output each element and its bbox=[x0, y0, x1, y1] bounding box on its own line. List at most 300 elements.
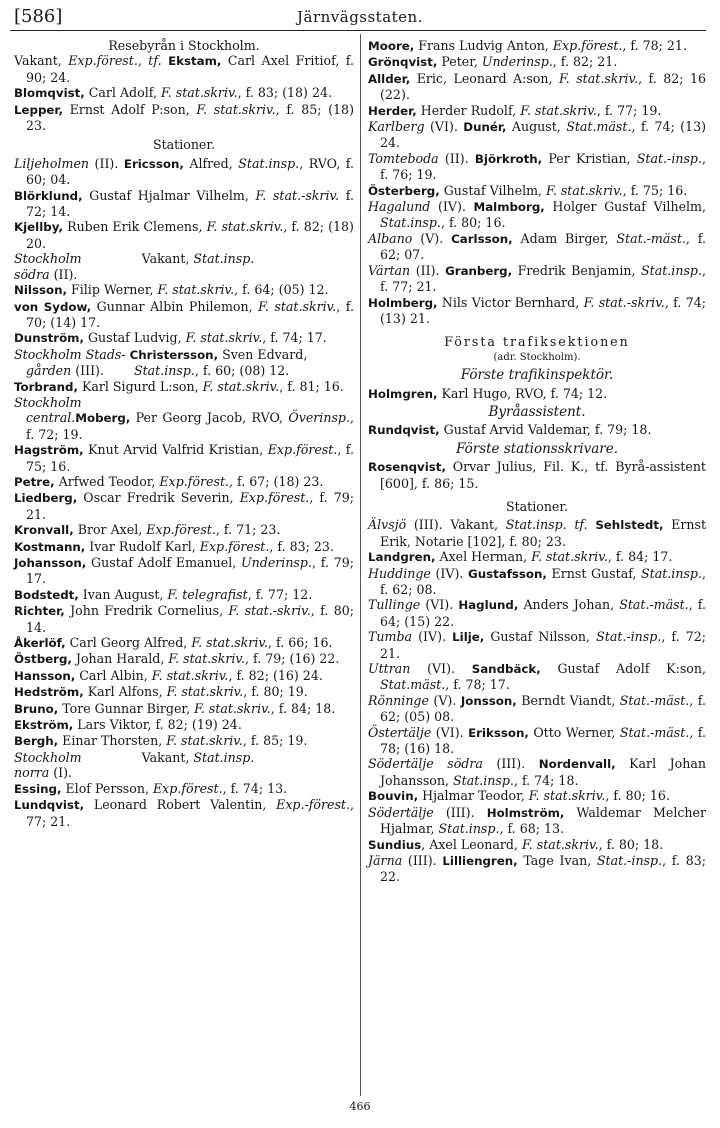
role-title: F. stat.skriv. bbox=[191, 635, 268, 651]
person-details: Axel Herman, bbox=[435, 549, 532, 565]
role-title: F. stat.skriv. bbox=[166, 684, 244, 700]
person-details: John Fredrik Cornelius, bbox=[64, 603, 229, 619]
person-name: Lilje, bbox=[452, 630, 485, 645]
station-class: (IV). bbox=[430, 199, 466, 215]
station-entry bbox=[368, 517, 706, 549]
station-entry bbox=[14, 347, 354, 379]
person-details: Carl Axel Fritiof, f. 90; 24. bbox=[26, 53, 355, 85]
person-name: Allder, bbox=[368, 71, 411, 86]
person-entry bbox=[14, 733, 354, 749]
role-title: Stat.insp. tf. bbox=[505, 517, 596, 533]
station-name-cont: central. bbox=[26, 410, 76, 426]
person-name: Österberg, bbox=[368, 183, 440, 198]
person-dates: , f. 71; 23. bbox=[215, 522, 281, 538]
station-entry bbox=[368, 119, 706, 151]
person-name: Moberg, bbox=[75, 411, 131, 426]
role-title: Stat.insp. bbox=[380, 215, 441, 231]
person-details: Carl Albin, bbox=[75, 667, 152, 683]
staff-list bbox=[14, 379, 354, 395]
role-title: Exp.förest. bbox=[239, 490, 310, 506]
person-details: Ivan August, bbox=[78, 586, 168, 602]
staff-list bbox=[14, 282, 354, 347]
person-dates: , f. 80; 16. bbox=[440, 215, 506, 231]
person-dates: , f. 85; (18) 23. bbox=[26, 101, 354, 134]
vacant-label: Vakant, bbox=[141, 749, 194, 765]
role-title: Stat.insp. bbox=[238, 155, 300, 171]
person-name: Hedström, bbox=[14, 685, 84, 700]
station-list bbox=[368, 566, 706, 757]
person-details: Gustaf Arvid Valdemar, f. 79; 18. bbox=[439, 422, 652, 438]
station-name-cont: gården bbox=[26, 363, 72, 379]
person-entry bbox=[368, 71, 706, 103]
person-dates: , f. 67; (18) 23. bbox=[229, 473, 324, 489]
station-class: (IV). bbox=[430, 565, 464, 581]
folio-number: 466 bbox=[349, 1100, 371, 1113]
header-rule bbox=[10, 30, 706, 31]
person-details: Oscar Fredrik Severin, bbox=[77, 490, 240, 506]
person-name: Sundius bbox=[368, 837, 422, 852]
role-title: Exp.förest. bbox=[199, 538, 270, 554]
running-title: Järnvägsstaten. bbox=[296, 8, 423, 26]
station-list bbox=[368, 119, 706, 183]
staff-list bbox=[14, 188, 354, 252]
person-dates: , f. 76; 19. bbox=[380, 150, 706, 183]
station-name: Stockholm bbox=[14, 394, 82, 410]
station-entry bbox=[368, 853, 706, 885]
station-class: (III). bbox=[406, 517, 443, 533]
person-name: Nordenvall, bbox=[538, 757, 616, 772]
person-dates: , f. 66; 16. bbox=[267, 635, 333, 651]
person-details: , Axel Leonard, bbox=[421, 836, 522, 852]
person-dates: , f. 82; 21. bbox=[552, 54, 618, 70]
person-name: Haglund, bbox=[458, 598, 519, 613]
person-name: Malmborg, bbox=[473, 200, 545, 215]
staff-list bbox=[14, 442, 354, 750]
person-name: Holmberg, bbox=[368, 295, 438, 310]
person-details: Hjalmar Teodor, bbox=[418, 788, 529, 804]
person-details: Knut Arvid Valfrid Kristian, bbox=[83, 442, 268, 458]
station-name: Älvsjö bbox=[368, 517, 407, 533]
person-name: Lilliengren, bbox=[442, 853, 518, 868]
person-details: Per Kristian, bbox=[542, 150, 637, 166]
person-name: Christersson, bbox=[129, 347, 219, 362]
role-title: Stat.insp. bbox=[641, 565, 702, 581]
station-name: Albano bbox=[368, 230, 413, 246]
person-dates: , f. 72; 19. bbox=[26, 410, 354, 442]
vacant-label: Vakant, bbox=[141, 251, 194, 267]
role-title: Stat.insp. bbox=[453, 772, 514, 788]
station-entry bbox=[368, 151, 706, 183]
person-details: Bror Axel, bbox=[73, 522, 147, 538]
staff-list bbox=[368, 549, 706, 565]
person-name: Hansson, bbox=[14, 668, 76, 683]
role-title: Exp.förest., tf. bbox=[68, 53, 169, 69]
person-dates: , f. 82; (16) 24. bbox=[228, 667, 323, 683]
section-heading-resebyran: Resebyrån i Stockholm. bbox=[108, 38, 260, 53]
station-name: Huddinge bbox=[368, 565, 431, 581]
role-title: F. stat.skriv. bbox=[168, 651, 246, 667]
vacant-label: Vakant, bbox=[450, 517, 506, 533]
person-name: Bodstedt, bbox=[14, 587, 79, 602]
station-list bbox=[368, 199, 706, 294]
role-title: Stat.-mäst. bbox=[619, 692, 690, 708]
station-entry bbox=[14, 750, 354, 765]
station-sodertalje-sodra bbox=[368, 756, 706, 788]
station-entry bbox=[368, 756, 706, 788]
role-title: F. stat.skriv. bbox=[546, 182, 623, 198]
person-name: Rosenqvist, bbox=[368, 460, 446, 475]
station-entry-cont bbox=[14, 765, 354, 780]
person-entry bbox=[368, 459, 706, 491]
right-column bbox=[368, 38, 706, 885]
station-class: (III). bbox=[71, 363, 104, 379]
resebyran-list bbox=[14, 53, 354, 133]
person-details: Holger Gustaf Vilhelm, bbox=[544, 199, 706, 215]
person-name: Herder, bbox=[368, 103, 417, 118]
person-entry bbox=[368, 788, 706, 804]
person-details: Arfwed Teodor, bbox=[54, 473, 160, 489]
person-details: Elof Persson, bbox=[61, 780, 153, 796]
station-name: Södertälje södra bbox=[368, 756, 483, 772]
station-entry bbox=[14, 251, 354, 266]
person-name: Ekstam, bbox=[168, 54, 222, 69]
person-entry bbox=[14, 587, 354, 603]
person-dates: , f. 70; (14) 17. bbox=[26, 298, 354, 330]
person-entry bbox=[368, 54, 706, 70]
person-name: Dunström, bbox=[14, 331, 84, 346]
byraassistent-entry bbox=[368, 422, 706, 438]
person-details: Leonard Robert Valentin, bbox=[84, 797, 277, 813]
person-entry bbox=[368, 837, 706, 853]
person-entry bbox=[368, 183, 706, 199]
person-name: Kjellby, bbox=[14, 220, 63, 235]
person-name: Östberg, bbox=[14, 652, 72, 667]
person-details: Tore Gunnar Birger, bbox=[58, 700, 195, 716]
station-class: (VI). bbox=[424, 119, 458, 135]
person-entry bbox=[14, 102, 354, 134]
station-entry bbox=[14, 395, 354, 442]
person-name: von Sydow, bbox=[14, 299, 92, 314]
role-title: Stat.insp. bbox=[193, 251, 255, 267]
person-entry bbox=[14, 797, 354, 829]
person-details: Karl Hugo, RVO, f. 74; 12. bbox=[437, 385, 608, 401]
role-title: F. stat.skriv. bbox=[166, 733, 243, 749]
person-name: Lepper, bbox=[14, 102, 63, 117]
person-name: Dunér, bbox=[463, 120, 507, 135]
page-number: [586] bbox=[14, 6, 63, 27]
role-title: F. stat.skriv. bbox=[151, 667, 229, 683]
person-dates: , f. 77; 19. bbox=[596, 102, 662, 118]
role-title: F. stat.-skriv. bbox=[583, 294, 665, 310]
person-details: Ivar Rudolf Karl, bbox=[85, 538, 200, 554]
column-divider bbox=[360, 34, 361, 1096]
person-dates: , f. 81; 16. bbox=[279, 378, 344, 394]
person-details: Karl Johan Johansson, bbox=[380, 756, 706, 788]
person-details: Orvar Julius, Fil. K., tf. Byrå-assistent [600], f. 86; 15. bbox=[380, 459, 706, 491]
person-details: Fredrik Benjamin, bbox=[512, 262, 642, 278]
station-class: (V). bbox=[412, 230, 444, 246]
person-dates: , f. 77; 21. bbox=[380, 262, 706, 295]
person-name: Ekström, bbox=[14, 718, 74, 733]
role-title: Stat.insp. bbox=[438, 821, 500, 837]
person-details: Per Georg Jacob, RVO, bbox=[130, 410, 289, 426]
role-title: F. stat.skriv. bbox=[157, 282, 235, 298]
person-dates: , f. 79; 17. bbox=[26, 555, 355, 587]
role-title: F. stat.skriv. bbox=[185, 330, 263, 346]
stationsskrivare-entry bbox=[368, 459, 706, 491]
person-dates: , f. 62; 08. bbox=[380, 565, 706, 597]
staff-list bbox=[368, 788, 706, 804]
entry-prefix: Vakant, bbox=[14, 53, 69, 69]
staff-list bbox=[368, 295, 706, 327]
person-details: Ruben Erik Clemens, bbox=[62, 219, 207, 235]
person-dates: , f. 62; 07. bbox=[380, 230, 707, 263]
station-class: (VI). bbox=[420, 597, 454, 613]
role-title: Stat.mäst. bbox=[380, 677, 446, 693]
person-details: Berndt Viandt, bbox=[516, 692, 620, 708]
role-title: Exp.förest. bbox=[552, 38, 623, 53]
person-name: Landgren, bbox=[368, 550, 436, 565]
person-entry bbox=[14, 474, 354, 490]
role-title: F. stat.skriv. bbox=[558, 70, 639, 86]
person-entry bbox=[14, 522, 354, 538]
person-dates: , f. 79; 21. bbox=[26, 490, 354, 522]
person-details: Herder Rudolf, bbox=[416, 102, 521, 118]
person-dates: , f. 77; 12. bbox=[247, 586, 313, 602]
person-details: Ernst Erik, Notarie [102], f. 80; 23. bbox=[380, 517, 707, 549]
role-title: Överinsp. bbox=[288, 410, 350, 426]
person-dates: , f. 75; 16. bbox=[622, 182, 688, 198]
person-details: Nils Victor Bernhard, bbox=[437, 294, 584, 310]
person-name: Kostmann, bbox=[14, 539, 86, 554]
person-entry bbox=[14, 282, 354, 298]
role-title: F. stat.skriv. bbox=[196, 101, 276, 117]
person-dates: , f. 83; 23. bbox=[269, 538, 334, 554]
section-heading-stationer-right: Stationer. bbox=[505, 498, 569, 514]
station-entry bbox=[368, 566, 706, 598]
person-entry bbox=[14, 781, 354, 797]
role-title: Exp.förest. bbox=[159, 473, 230, 489]
role-title: Stat.-mäst. bbox=[616, 230, 686, 246]
station-name: Tumba bbox=[368, 629, 413, 645]
role-title: Stat.insp. bbox=[641, 262, 702, 278]
station-class: (II). bbox=[438, 150, 469, 166]
station-name: Uttran bbox=[368, 661, 411, 677]
station-entry bbox=[368, 725, 706, 757]
role-title: F. stat.skriv. bbox=[258, 298, 337, 314]
person-dates: , RVO, f. 60; 04. bbox=[26, 155, 354, 188]
station-name: Södertälje bbox=[368, 804, 434, 820]
role-title: F. stat.skriv. bbox=[531, 549, 608, 565]
person-details: Gustaf Adolf Emanuel, bbox=[86, 555, 242, 570]
station-class: (II). bbox=[89, 155, 119, 171]
person-entry bbox=[14, 701, 354, 717]
person-entry bbox=[14, 53, 354, 85]
person-details: Gunnar Albin Philemon, bbox=[91, 298, 259, 314]
station-stockholm-stadsgarden bbox=[14, 347, 354, 379]
person-name: Bouvin, bbox=[368, 789, 419, 804]
person-dates: , f. 74; 13. bbox=[222, 780, 288, 796]
station-jarna bbox=[368, 853, 706, 885]
person-details: Otto Werner, bbox=[528, 724, 620, 740]
person-dates: , 77; 21. bbox=[26, 797, 354, 829]
staff-list bbox=[368, 183, 706, 199]
person-entry bbox=[14, 539, 354, 555]
station-class: (II). bbox=[410, 262, 440, 278]
staff-list bbox=[368, 837, 706, 853]
role-title: Underinsp. bbox=[481, 54, 553, 70]
role-title: F. stat.skriv. bbox=[194, 700, 271, 716]
person-dates: , f. 83; (18) 24. bbox=[237, 85, 332, 101]
person-name: Hagström, bbox=[14, 443, 84, 458]
person-details: Peter, bbox=[437, 54, 482, 70]
section-heading-forsta bbox=[368, 334, 706, 365]
person-details: Waldemar Melcher Hjalmar, bbox=[380, 804, 706, 837]
person-dates: , f. 83; 22. bbox=[380, 852, 706, 885]
person-dates: , f. 80; 16. bbox=[605, 788, 670, 804]
subheading-byraassistent: Byråassistent. bbox=[488, 403, 586, 420]
station-entry bbox=[368, 629, 706, 661]
person-details: Gustaf Ludvig, bbox=[83, 330, 186, 346]
person-details: Eric, Leonard A:son, bbox=[410, 70, 559, 86]
role-title: Underinsp. bbox=[241, 555, 312, 570]
role-title: F. telegrafist bbox=[167, 586, 248, 602]
person-details: Gustaf Vilhelm, bbox=[439, 182, 547, 198]
person-details: Frans Ludvig Anton, bbox=[414, 38, 553, 53]
person-name: Rundqvist, bbox=[368, 423, 440, 438]
person-details: Lars Viktor, f. 82; (19) 24. bbox=[73, 717, 242, 733]
person-entry bbox=[14, 603, 354, 635]
person-name: Sehlstedt, bbox=[595, 518, 664, 533]
person-name: Carlsson, bbox=[451, 231, 513, 246]
station-name: Liljeholmen bbox=[14, 155, 90, 171]
person-details: Gustaf Hjalmar Vilhelm, bbox=[82, 187, 256, 203]
person-name: Blomqvist, bbox=[14, 86, 85, 101]
person-details: Anders Johan, bbox=[518, 597, 620, 613]
station-class: (IV). bbox=[412, 629, 447, 645]
person-entry bbox=[14, 684, 354, 700]
person-entry bbox=[14, 490, 354, 522]
station-name: Karlberg bbox=[368, 119, 425, 135]
person-details: Johan Harald, bbox=[71, 651, 169, 667]
person-details: Ernst Gustaf, bbox=[546, 565, 642, 581]
role-title: F. stat.skriv. bbox=[520, 102, 597, 118]
person-details: Alfred, bbox=[183, 155, 239, 171]
station-entry-cont bbox=[14, 267, 354, 282]
person-name: Åkerlöf, bbox=[14, 636, 66, 651]
station-name: Hagalund bbox=[368, 199, 431, 215]
forsta-trafiksektionen-heading: Första trafiksektionen bbox=[444, 334, 630, 350]
person-name: Eriksson, bbox=[468, 725, 529, 740]
person-details: Karl Sigurd L:son, bbox=[77, 378, 203, 394]
person-details: August, bbox=[506, 119, 567, 135]
person-dates: , f. 68; 13. bbox=[499, 821, 564, 837]
station-stockholm-norra bbox=[14, 750, 354, 781]
station-entry bbox=[368, 693, 706, 725]
role-title: F. stat.skriv. bbox=[202, 378, 280, 394]
role-title: F. stat.-skriv. bbox=[255, 187, 340, 203]
station-alvsjo bbox=[368, 517, 706, 549]
person-details: Carl Adolf, bbox=[84, 85, 161, 101]
person-entry bbox=[14, 635, 354, 651]
person-name: Bergh, bbox=[14, 734, 59, 749]
role-title: Stat.-insp. bbox=[596, 852, 663, 868]
person-details: Carl Georg Alfred, bbox=[65, 635, 192, 651]
person-entry bbox=[14, 330, 354, 346]
person-name: Bruno, bbox=[14, 701, 59, 716]
station-entry bbox=[14, 156, 354, 188]
left-column bbox=[14, 38, 354, 829]
role-title: F. stat.skriv. bbox=[528, 788, 606, 804]
person-name: Ericsson, bbox=[123, 156, 184, 171]
station-entry bbox=[368, 597, 706, 629]
station-liljeholmen bbox=[14, 156, 354, 188]
person-entry bbox=[368, 549, 706, 565]
person-name: Lundqvist, bbox=[14, 798, 85, 813]
person-name: Nilsson, bbox=[14, 283, 67, 298]
role-title: Exp.förest. bbox=[267, 442, 338, 458]
role-title: Stat.-mäst. bbox=[619, 724, 690, 740]
role-title: F. stat.skriv. bbox=[522, 836, 599, 852]
station-name: Tullinge bbox=[368, 597, 421, 613]
person-entry bbox=[14, 379, 354, 395]
station-name: Tomteboda bbox=[368, 150, 439, 166]
station-class: (V). bbox=[428, 692, 457, 708]
person-dates: , f. 80; 19. bbox=[243, 684, 308, 700]
station-name: Stockholm Stads- bbox=[14, 346, 126, 362]
station-name: Stockholm bbox=[14, 749, 82, 765]
person-entry bbox=[14, 85, 354, 101]
person-dates: , f. 84; 17. bbox=[607, 549, 673, 565]
subheading-trafikinspektor: Förste trafikinspektör. bbox=[460, 367, 614, 384]
station-name: Järna bbox=[368, 852, 403, 868]
person-dates: , f. 80; 14. bbox=[26, 603, 354, 635]
person-entry bbox=[14, 651, 354, 667]
station-class: (III). bbox=[402, 852, 437, 868]
station-name: Rönninge bbox=[368, 692, 429, 708]
person-dates: , f. 75; 16. bbox=[26, 442, 354, 474]
station-stockholm-sodra bbox=[14, 251, 354, 282]
person-dates: , f. 82; 16 (22). bbox=[380, 70, 706, 103]
person-dates: , f. 80; 18. bbox=[598, 836, 664, 852]
station-class: (II). bbox=[49, 266, 78, 282]
person-dates: , f. 74; (13) 24. bbox=[380, 119, 706, 151]
person-details: Tage Ivan, bbox=[517, 852, 597, 868]
person-name: Holmgren, bbox=[368, 386, 438, 401]
role-title: Stat.-insp. bbox=[596, 629, 662, 645]
person-dates: , f. 85; 19. bbox=[242, 733, 308, 749]
station-class: (I). bbox=[49, 765, 73, 781]
person-dates: , f. 78; 21. bbox=[622, 38, 687, 53]
station-sodertalje bbox=[368, 805, 706, 837]
person-name: Granberg, bbox=[445, 263, 513, 278]
staff-list bbox=[368, 38, 706, 119]
station-class: (VI). bbox=[410, 661, 455, 677]
station-name: Värtan bbox=[368, 262, 411, 278]
person-details: Gustaf Nilsson, bbox=[484, 629, 597, 645]
station-name: Stockholm bbox=[14, 251, 82, 267]
station-entry bbox=[368, 805, 706, 837]
role-title: Stat.mäst. bbox=[566, 119, 632, 135]
person-name: Petre, bbox=[14, 474, 55, 489]
subheading-stationsskrivare: Förste stationsskrivare. bbox=[455, 440, 619, 457]
person-dates: , f. 78; (16) 18. bbox=[380, 724, 706, 757]
role-title: F. stat.skriv. bbox=[206, 219, 284, 235]
person-entry bbox=[14, 717, 354, 733]
station-entry bbox=[368, 231, 706, 263]
person-name: Gustafsson, bbox=[468, 566, 547, 581]
person-dates: , f. 74; 17. bbox=[262, 330, 327, 346]
